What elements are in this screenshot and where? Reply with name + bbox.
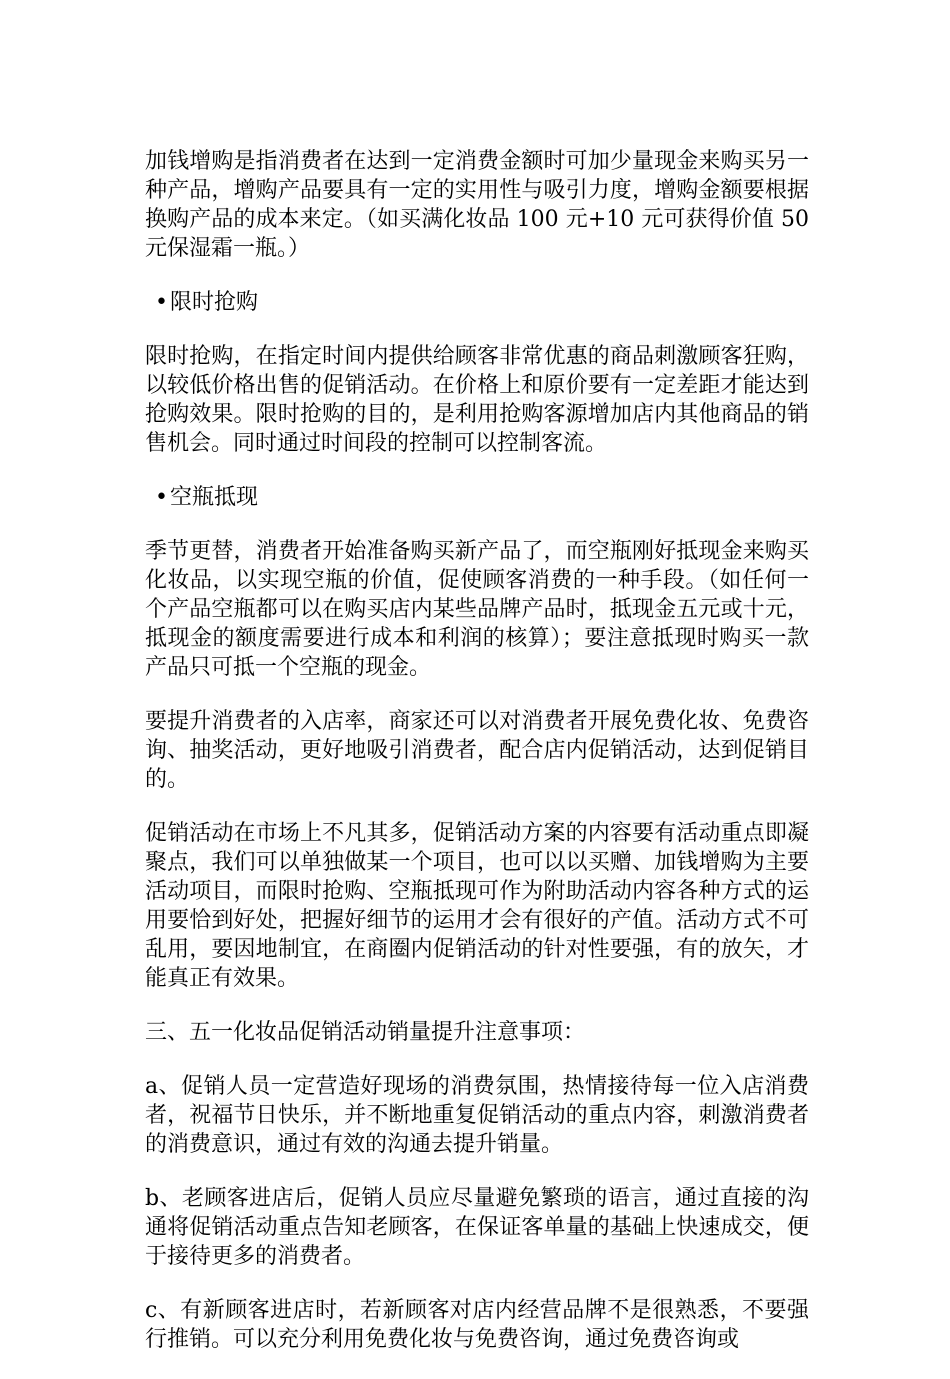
heading-flash-sale — [145, 288, 809, 317]
bullet-icon: • — [155, 485, 168, 510]
paragraph-item-a: a、促销人员一定营造好现场的消费氛围，热情接待每一位入店消费者，祝福节日快乐，并不断地重复促销活动的重点内容，刺激消费者的消费意识，通过有效的沟通去提升销量。 — [145, 1074, 809, 1157]
heading-empty-bottle — [145, 483, 809, 512]
paragraph-store-entry: 要提升消费者的入店率，商家还可以对消费者开展免费化妆、免费咨询、抽奖活动，更好地吸引消费者，配合店内促销活动，达到促销目的。 — [145, 709, 809, 792]
heading-flash-sale-text: 限时抢购 — [170, 290, 259, 315]
paragraph-item-b: b、老顾客进店后，促销人员应尽量避免繁琐的语言，通过直接的沟通将促销活动重点告知老顾客，在保证客单量的基础上快速成交，便于接待更多的消费者。 — [145, 1186, 809, 1269]
paragraph-empty-bottle: 季节更替，消费者开始准备购买新产品了，而空瓶刚好抵现金来购买化妆品，以实现空瓶的价值，促使顾客消费的一种手段。（如任何一个产品空瓶都可以在购买店内某些品牌产品时，抵现金五元或十元，抵现金的额度需要进行成本和利润的核算）；要注意抵现时购买一款产品只可抵一个空瓶的现金。 — [145, 539, 809, 680]
bullet-icon: • — [155, 290, 168, 315]
paragraph-item-c: c、有新顾客进店时，若新顾客对店内经营品牌不是很熟悉，不要强行推销。可以充分利用免费化妆与免费咨询，通过免费咨询或 — [145, 1298, 809, 1352]
paragraph-activities: 促销活动在市场上不凡其多，促销活动方案的内容要有活动重点即凝聚点，我们可以单独做某一个项目，也可以以买赠、加钱增购为主要活动项目，而限时抢购、空瓶抵现可作为附助活动内容各种方式的运用要恰到好处，把握好细节的运用才会有很好的产值。活动方式不可乱用，要因地制宜，在商圈内促销活动的针对性要强，有的放矢，才能真正有效果。 — [145, 821, 809, 991]
section-three-heading: 三、五一化妆品促销活动销量提升注意事项： — [145, 1020, 586, 1045]
heading-empty-bottle-text: 空瓶抵现 — [170, 485, 259, 510]
document-body — [145, 147, 809, 1379]
paragraph-add-purchase: 加钱增购是指消费者在达到一定消费金额时可加少量现金来购买另一种产品，增购产品要具有一定的实用性与吸引力度，增购金额要根据换购产品的成本来定。（如买满化妆品 100 元+10 元可获得价值 50 元保湿霜一瓶。） — [145, 149, 809, 261]
paragraph-flash-sale: 限时抢购，在指定时间内提供给顾客非常优惠的商品刺激顾客狂购，以较低价格出售的促销活动。在价格上和原价要有一定差距才能达到抢购效果。限时抢购的目的，是利用抢购客源增加店内其他商品的销售机会。同时通过时间段的控制可以控制客流。 — [145, 344, 809, 456]
